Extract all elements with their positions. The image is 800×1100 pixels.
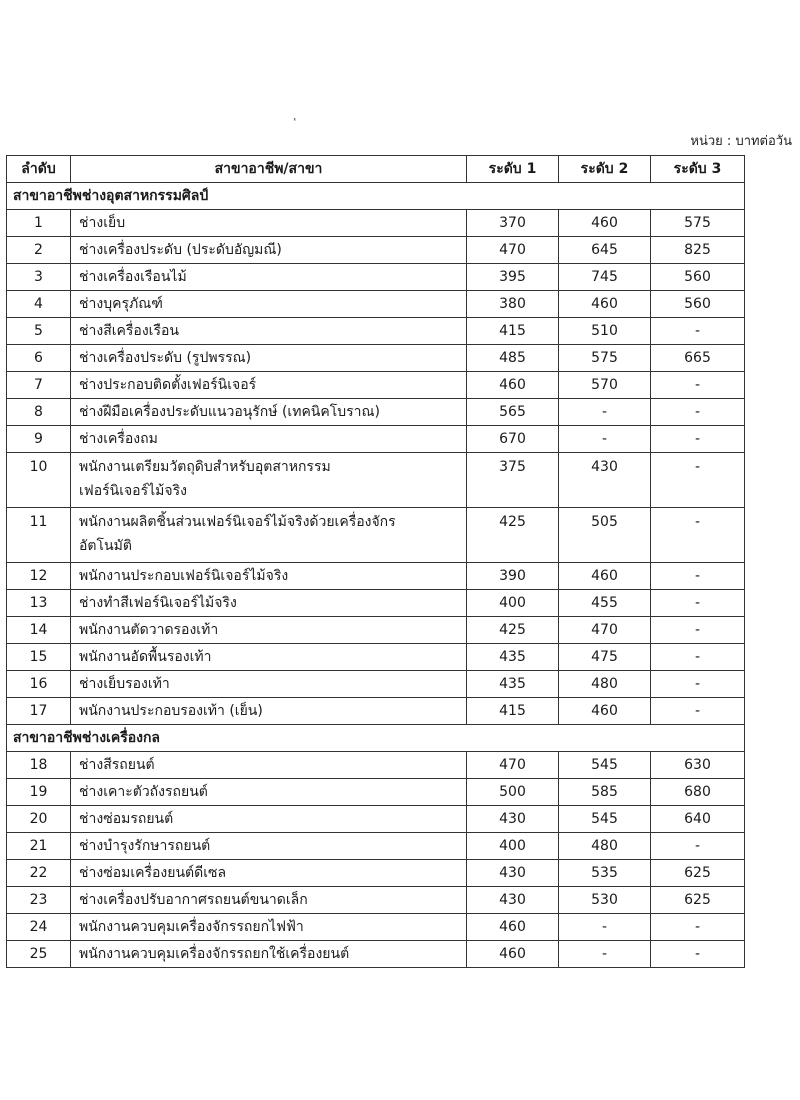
- rate-level-1: 430: [467, 806, 559, 833]
- occupation-name: ช่างฝีมือเครื่องประดับแนวอนุรักษ์ (เทคนิคโบราณ): [71, 399, 467, 426]
- row-number: 10: [7, 453, 71, 508]
- rate-level-3: -: [651, 590, 745, 617]
- row-number: 3: [7, 264, 71, 291]
- rate-level-1: 670: [467, 426, 559, 453]
- rate-level-1: 460: [467, 941, 559, 968]
- table-row: [7, 941, 745, 968]
- rate-level-1: 435: [467, 671, 559, 698]
- rate-level-3: -: [651, 941, 745, 968]
- rate-level-1: 400: [467, 833, 559, 860]
- rate-level-3: -: [651, 833, 745, 860]
- occupation-name: ช่างซ่อมเครื่องยนต์ดีเซล: [71, 860, 467, 887]
- rate-level-2: 545: [559, 752, 651, 779]
- header-level-3: ระดับ 3: [651, 156, 745, 183]
- rate-level-2: 575: [559, 345, 651, 372]
- occupation-name: [71, 453, 467, 508]
- rate-level-2: 530: [559, 887, 651, 914]
- occupation-name: [71, 508, 467, 563]
- row-number: 16: [7, 671, 71, 698]
- rate-level-2: 460: [559, 563, 651, 590]
- table-row: [7, 860, 745, 887]
- table-header-row: [7, 156, 745, 183]
- rate-level-2: 505: [559, 508, 651, 563]
- table-row: [7, 264, 745, 291]
- rate-level-2: 475: [559, 644, 651, 671]
- table-row: [7, 508, 745, 563]
- rate-level-2: 745: [559, 264, 651, 291]
- occupation-name: ช่างเครื่องถม: [71, 426, 467, 453]
- rate-level-1: 425: [467, 617, 559, 644]
- rate-level-2: 480: [559, 833, 651, 860]
- occupation-name: ช่างซ่อมรถยนต์: [71, 806, 467, 833]
- table-row: [7, 345, 745, 372]
- rate-level-1: 500: [467, 779, 559, 806]
- rate-level-1: 565: [467, 399, 559, 426]
- rate-level-2: 460: [559, 698, 651, 725]
- rate-level-3: 625: [651, 887, 745, 914]
- table-row: [7, 887, 745, 914]
- section-title-mechanical: สาขาอาชีพช่างเครื่องกล: [7, 725, 745, 752]
- rate-level-1: 390: [467, 563, 559, 590]
- rate-level-1: 425: [467, 508, 559, 563]
- occupation-name: พนักงานอัดพื้นรองเท้า: [71, 644, 467, 671]
- rate-level-2: -: [559, 426, 651, 453]
- occupation-name: ช่างสีรถยนต์: [71, 752, 467, 779]
- occupation-name: พนักงานตัดวาดรองเท้า: [71, 617, 467, 644]
- row-number: 18: [7, 752, 71, 779]
- table-row: [7, 453, 745, 508]
- rate-level-2: 535: [559, 860, 651, 887]
- table-row: [7, 399, 745, 426]
- table-row: [7, 563, 745, 590]
- rate-level-3: 560: [651, 291, 745, 318]
- row-number: 11: [7, 508, 71, 563]
- table-row: [7, 644, 745, 671]
- rate-level-1: 400: [467, 590, 559, 617]
- rate-level-3: -: [651, 453, 745, 508]
- row-number: 9: [7, 426, 71, 453]
- row-number: 13: [7, 590, 71, 617]
- rate-level-3: -: [651, 698, 745, 725]
- rate-level-1: 435: [467, 644, 559, 671]
- occupation-name: ช่างเคาะตัวถังรถยนต์: [71, 779, 467, 806]
- rate-level-1: 370: [467, 210, 559, 237]
- rate-level-1: 380: [467, 291, 559, 318]
- wage-rate-table: [6, 155, 745, 968]
- occupation-name: ช่างประกอบติดตั้งเฟอร์นิเจอร์: [71, 372, 467, 399]
- rate-level-3: -: [651, 644, 745, 671]
- row-number: 4: [7, 291, 71, 318]
- row-number: 6: [7, 345, 71, 372]
- header-order: ลำดับ: [7, 156, 71, 183]
- row-number: 14: [7, 617, 71, 644]
- occupation-name: ช่างเครื่องเรือนไม้: [71, 264, 467, 291]
- row-number: 12: [7, 563, 71, 590]
- rate-level-2: 455: [559, 590, 651, 617]
- rate-level-1: 395: [467, 264, 559, 291]
- rate-level-1: 485: [467, 345, 559, 372]
- rate-level-2: -: [559, 941, 651, 968]
- occupation-name-line-1: พนักงานเตรียมวัตถุดิบสำหรับอุตสาหกรรม: [79, 459, 331, 475]
- table-row: [7, 590, 745, 617]
- rate-level-3: 640: [651, 806, 745, 833]
- rate-level-1: 415: [467, 698, 559, 725]
- occupation-name: ช่างเย็บรองเท้า: [71, 671, 467, 698]
- occupation-name: ช่างบำรุงรักษารถยนต์: [71, 833, 467, 860]
- occupation-name-line-2: เฟอร์นิเจอร์ไม้จริง: [79, 483, 187, 499]
- rate-level-2: 460: [559, 210, 651, 237]
- table-row: [7, 237, 745, 264]
- rate-level-1: 430: [467, 860, 559, 887]
- rate-level-2: -: [559, 399, 651, 426]
- table-row: [7, 318, 745, 345]
- row-number: 24: [7, 914, 71, 941]
- occupation-name-line-2: อัตโนมัติ: [79, 538, 132, 554]
- occupation-name: พนักงานประกอบเฟอร์นิเจอร์ไม้จริง: [71, 563, 467, 590]
- occupation-name: ช่างเครื่องประดับ (ประดับอัญมณี): [71, 237, 467, 264]
- table-row: [7, 698, 745, 725]
- row-number: 23: [7, 887, 71, 914]
- rate-level-3: 630: [651, 752, 745, 779]
- rate-level-3: 665: [651, 345, 745, 372]
- table-row: [7, 806, 745, 833]
- row-number: 1: [7, 210, 71, 237]
- table-row: [7, 617, 745, 644]
- rate-level-1: 460: [467, 372, 559, 399]
- table-row: [7, 210, 745, 237]
- rate-level-2: 470: [559, 617, 651, 644]
- row-number: 25: [7, 941, 71, 968]
- rate-level-1: 430: [467, 887, 559, 914]
- rate-level-3: 575: [651, 210, 745, 237]
- section-row-industrial-art: [7, 183, 745, 210]
- occupation-name: ช่างเครื่องปรับอากาศรถยนต์ขนาดเล็ก: [71, 887, 467, 914]
- row-number: 7: [7, 372, 71, 399]
- table-row: [7, 779, 745, 806]
- rate-level-3: 680: [651, 779, 745, 806]
- occupation-name: ช่างบุครุภัณฑ์: [71, 291, 467, 318]
- rate-level-1: 375: [467, 453, 559, 508]
- occupation-name: ช่างสีเครื่องเรือน: [71, 318, 467, 345]
- rate-level-2: 460: [559, 291, 651, 318]
- rate-level-3: -: [651, 671, 745, 698]
- table-row: [7, 914, 745, 941]
- section-title-industrial-art: สาขาอาชีพช่างอุตสาหกรรมศิลป์: [7, 183, 745, 210]
- rate-level-3: -: [651, 563, 745, 590]
- rate-level-3: 825: [651, 237, 745, 264]
- rate-level-2: 570: [559, 372, 651, 399]
- rate-level-3: -: [651, 426, 745, 453]
- rate-level-1: 470: [467, 237, 559, 264]
- rate-level-2: 430: [559, 453, 651, 508]
- occupation-name: พนักงานประกอบรองเท้า (เย็น): [71, 698, 467, 725]
- table-row: [7, 833, 745, 860]
- rate-level-1: 415: [467, 318, 559, 345]
- table-row: [7, 372, 745, 399]
- table-row: [7, 671, 745, 698]
- row-number: 22: [7, 860, 71, 887]
- occupation-name-line-1: พนักงานผลิตชิ้นส่วนเฟอร์นิเจอร์ไม้จริงด้วยเครื่องจักร: [79, 514, 396, 530]
- occupation-name: พนักงานควบคุมเครื่องจักรรถยกใช้เครื่องยนต์: [71, 941, 467, 968]
- header-level-1: ระดับ 1: [467, 156, 559, 183]
- row-number: 8: [7, 399, 71, 426]
- rate-level-2: 545: [559, 806, 651, 833]
- rate-level-3: -: [651, 399, 745, 426]
- rate-level-3: -: [651, 508, 745, 563]
- header-level-2: ระดับ 2: [559, 156, 651, 183]
- rate-level-3: 625: [651, 860, 745, 887]
- section-row-mechanical: [7, 725, 745, 752]
- rate-level-3: -: [651, 372, 745, 399]
- occupation-name: ช่างทำสีเฟอร์นิเจอร์ไม้จริง: [71, 590, 467, 617]
- header-occupation: สาขาอาชีพ/สาขา: [71, 156, 467, 183]
- rate-level-3: -: [651, 318, 745, 345]
- rate-level-3: -: [651, 617, 745, 644]
- occupation-name: พนักงานควบคุมเครื่องจักรรถยกไฟฟ้า: [71, 914, 467, 941]
- unit-label: หน่วย : บาทต่อวัน: [690, 134, 792, 149]
- row-number: 21: [7, 833, 71, 860]
- rate-level-2: 510: [559, 318, 651, 345]
- rate-level-3: -: [651, 914, 745, 941]
- rate-level-1: 470: [467, 752, 559, 779]
- row-number: 15: [7, 644, 71, 671]
- row-number: 2: [7, 237, 71, 264]
- row-number: 20: [7, 806, 71, 833]
- rate-level-2: -: [559, 914, 651, 941]
- row-number: 19: [7, 779, 71, 806]
- rate-level-1: 460: [467, 914, 559, 941]
- rate-level-2: 585: [559, 779, 651, 806]
- table-row: [7, 291, 745, 318]
- rate-level-3: 560: [651, 264, 745, 291]
- row-number: 17: [7, 698, 71, 725]
- row-number: 5: [7, 318, 71, 345]
- table-row: [7, 752, 745, 779]
- rate-level-2: 480: [559, 671, 651, 698]
- occupation-name: ช่างเย็บ: [71, 210, 467, 237]
- table-row: [7, 426, 745, 453]
- rate-level-2: 645: [559, 237, 651, 264]
- occupation-name: ช่างเครื่องประดับ (รูปพรรณ): [71, 345, 467, 372]
